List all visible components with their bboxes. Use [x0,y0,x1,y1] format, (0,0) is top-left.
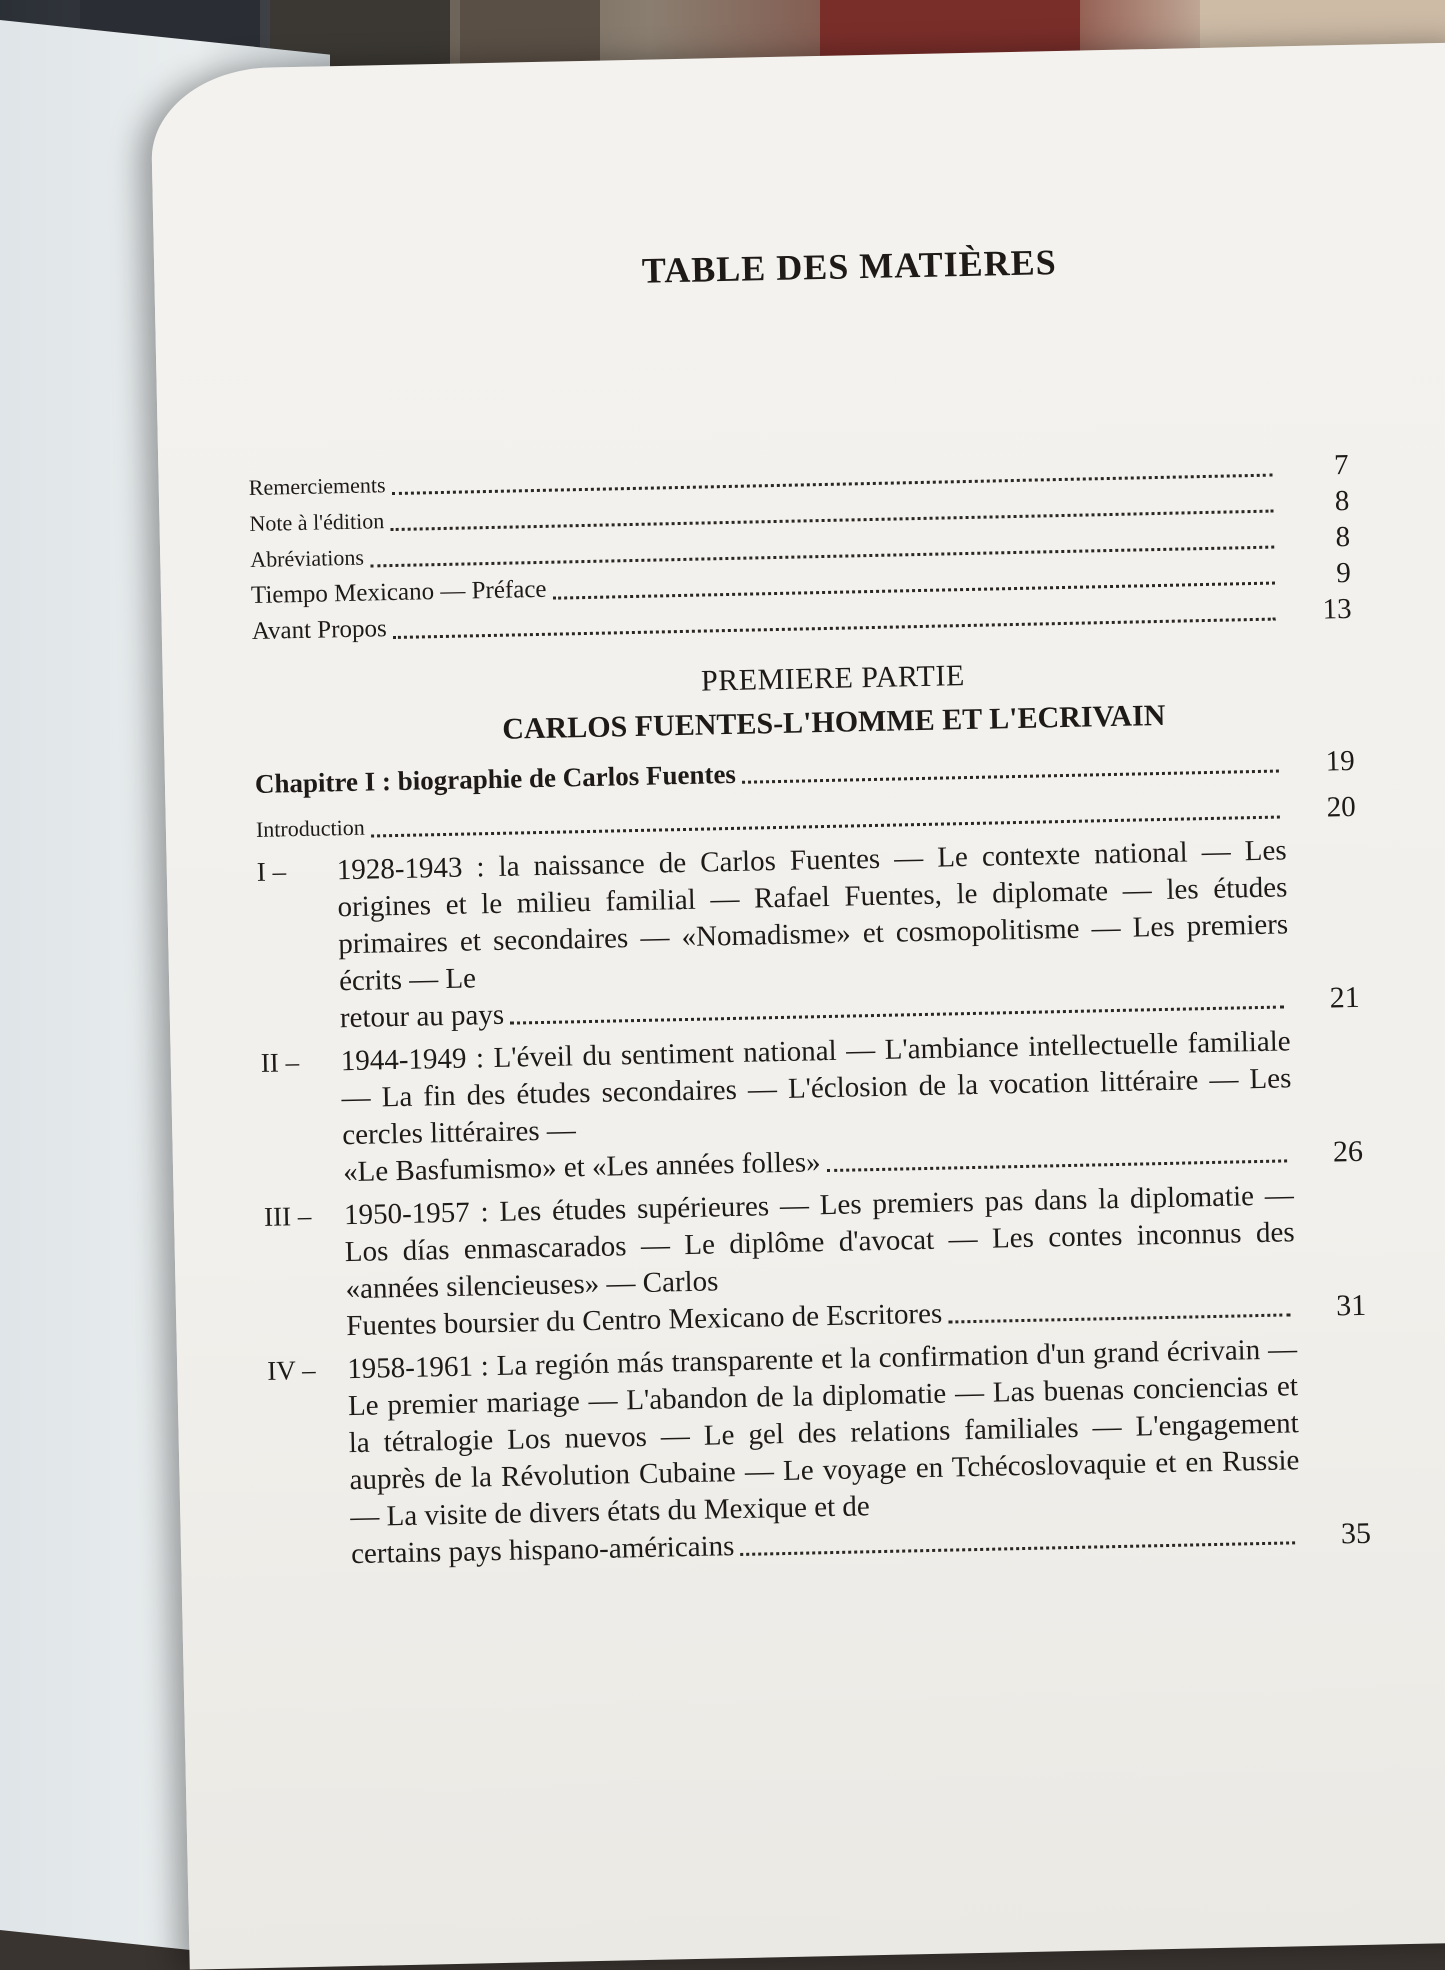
entry-body [344,1177,1297,1345]
toc-page-number: 8 [1335,520,1351,554]
toc-entry [264,1176,1367,1347]
leader-dots [393,618,1276,639]
chapter-label: Chapitre I : biographie de Carlos Fuentes [254,758,737,799]
leader-dots [827,1159,1287,1172]
entry-last-text: Fuentes boursier du Centro Mexicano de Escritores [346,1297,943,1343]
toc-page-number: 7 [1333,448,1349,482]
toc-entry [260,1022,1363,1193]
entry-text: 1928-1943 : la naissance de Carlos Fuentes — Le contexte national — Les origines et le milieu familial — Rafael Fuentes, le diplomate — les études primaires et secondaires — «Nomadisme» et cosmopolitisme — Les premiers écrits — Le [336,834,1289,998]
entry-last-text: certains pays hispano-américains [350,1530,735,1571]
toc-entry [267,1330,1371,1575]
entry-number: IV – [266,1354,316,1386]
entry-body [347,1331,1301,1573]
book-page [150,42,1445,1969]
page-title: TABLE DES MATIÈRES [641,242,1058,291]
introduction-label: Introduction [255,814,365,842]
entry-page-number: 31 [1335,1288,1367,1323]
entry-page-number: 35 [1340,1516,1372,1551]
leader-dots [742,770,1279,784]
leader-dots [371,816,1280,838]
toc-label: Note à l'édition [249,508,385,537]
entry-text: 1958-1961 : La región más transparente et la confirmation d'un grand écrivain — Le premier mariage — L'abandon de la diplomatie — Las buenas conciencias et la tétralogie Los nuevos — Le gel des relations familiales — L'engagement auprès de la Révolution Cubaine — Le voyage en Tchécoslovaquie et en Russie — La visite de divers états du Mexique et de [346,1333,1300,1534]
entry-number: I – [256,856,287,887]
part-subheading: CARLOS FUENTES-L'HOMME ET L'ECRIVAIN [501,698,1166,746]
entry-body [340,1023,1293,1191]
entry-text: 1950-1957 : Les études supérieures — Les premiers pas dans la diplomatie — Los días enmascarados — Le diplôme d'avocat — Les contes inconnus des «années silencieuses» — Carlos [343,1179,1295,1306]
toc-label: Abréviations [250,544,365,573]
entry-number: III – [263,1200,312,1232]
entry-number: II – [260,1047,300,1078]
toc-page-number: 8 [1334,484,1350,518]
entry-last-text: retour au pays [339,998,505,1035]
chapter-page-number: 19 [1325,744,1356,778]
entry-body [336,832,1290,1037]
toc-label: Avant Propos [251,615,387,645]
entry-page-number: 21 [1329,980,1361,1015]
toc-label: Remerciements [248,472,386,501]
toc-page-number: 9 [1335,556,1352,590]
entry-page-number: 26 [1332,1134,1364,1169]
leader-dots [510,1005,1284,1024]
leader-dots [948,1313,1290,1323]
leader-dots [740,1541,1295,1556]
entry-text: 1944-1949 : L'éveil du sentiment national — L'ambiance intellectuelle familiale — La fin des études secondaires — L'éclosion de la vocation littéraire — Les cercles littéraires — [340,1025,1292,1152]
toc-page-number: 13 [1322,592,1352,626]
entry-last-text: «Le Basfumismo» et «Les années folles» [342,1146,821,1189]
part-heading: PREMIERE PARTIE [700,659,966,698]
front-matter-list [248,447,1352,650]
table-of-contents [244,235,1371,1575]
introduction-page-number: 20 [1326,790,1357,824]
toc-entry [256,831,1360,1039]
toc-label: Tiempo Mexicano — Préface [250,575,547,609]
